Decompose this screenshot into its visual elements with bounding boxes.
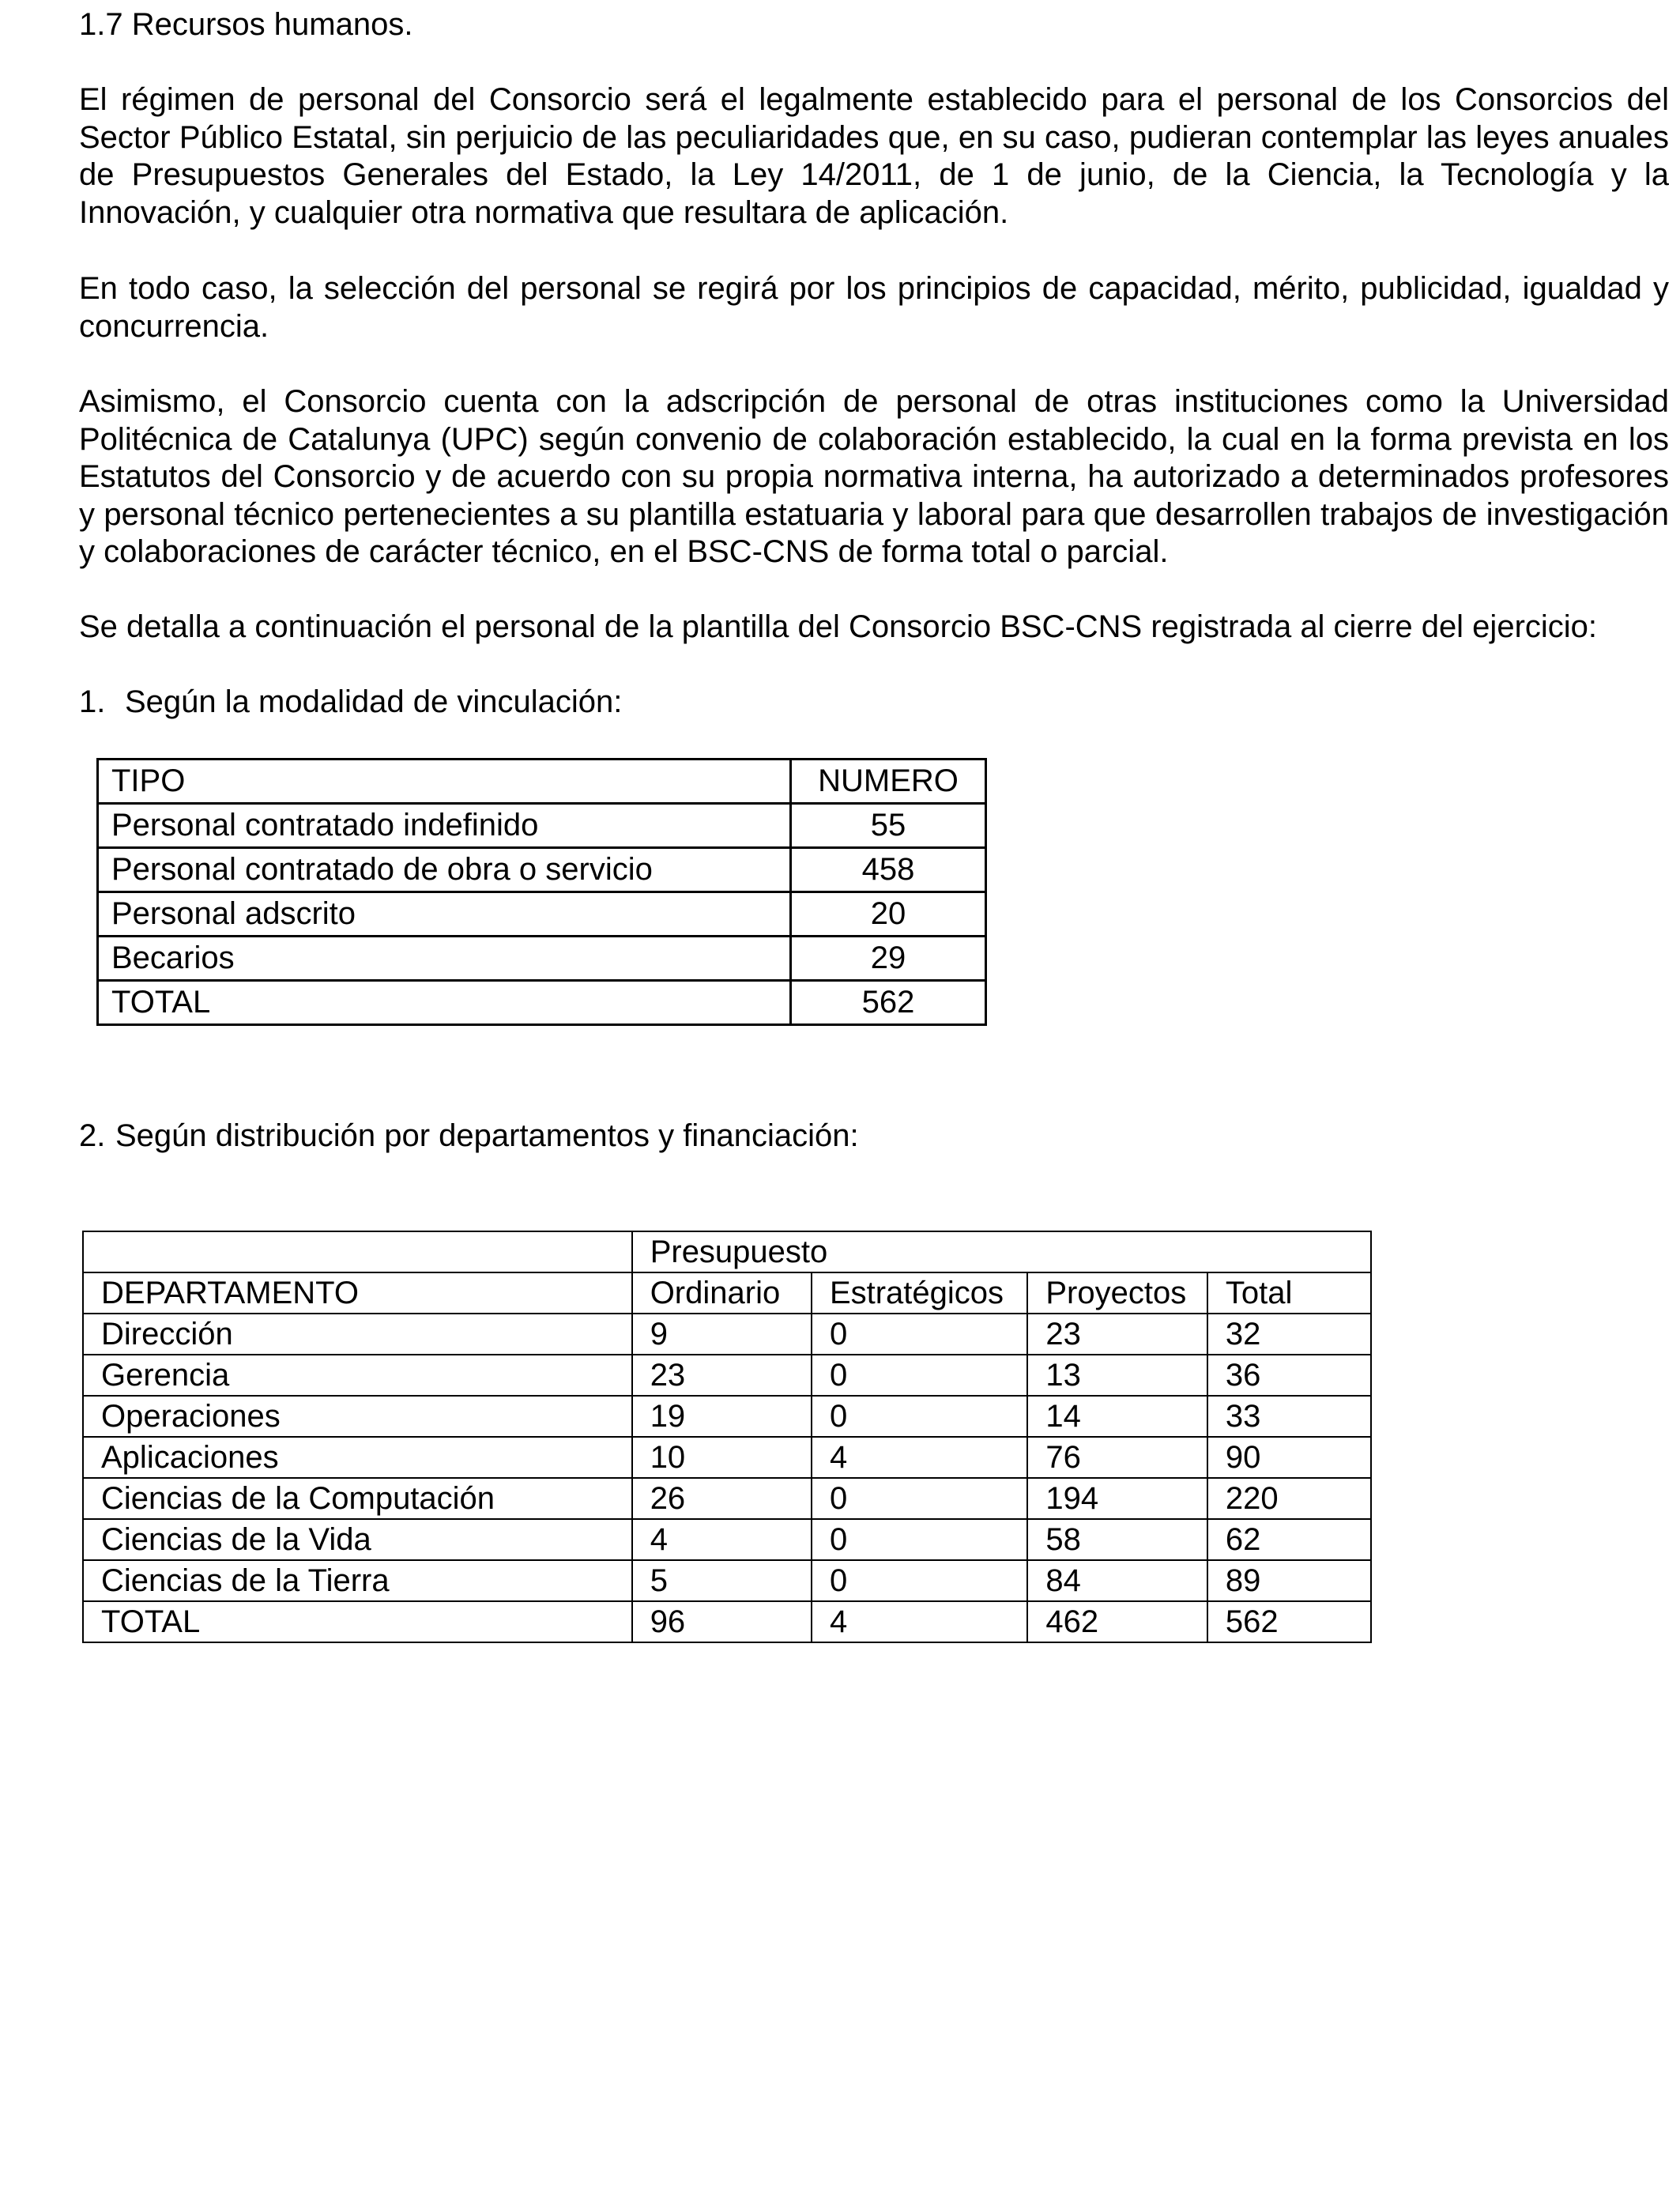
cell-estrategicos: 0 [812,1396,1027,1437]
list-text: Según distribución por departamentos y financiación: [115,1118,859,1153]
header-cell-numero: NUMERO [791,760,986,804]
cell-total: 32 [1207,1314,1371,1355]
table-total-row [83,1601,1371,1642]
header-cell-total: Total [1207,1272,1371,1314]
cell-proyectos: 58 [1027,1519,1207,1560]
table-row [98,937,986,981]
table-row [83,1519,1371,1560]
table-row [98,848,986,892]
table-group-header-row [83,1231,1371,1272]
cell-proyectos: 462 [1027,1601,1207,1642]
cell-numero: 562 [791,981,986,1025]
cell-departamento: TOTAL [83,1601,632,1642]
table-header-row [83,1272,1371,1314]
cell-estrategicos: 0 [812,1314,1027,1355]
cell-tipo: TOTAL [98,981,791,1025]
cell-estrategicos: 0 [812,1519,1027,1560]
list-item-departamentos [79,1117,859,1155]
table-row [83,1478,1371,1519]
cell-estrategicos: 4 [812,1437,1027,1478]
cell-ordinario: 96 [632,1601,812,1642]
paragraph-regimen: El régimen de personal del Consorcio será el legalmente establecido para el personal de los Consorcios del Sector Público Estatal, sin perjuicio de las peculiaridades que, en su caso, pudieran contemplar las leyes anuales de Presupuestos Generales del Estado, la Ley 14/2011, de 1 de junio, de la Ciencia, la Tecnología y la Innovación, y cualquier otra normativa que resultara de aplicación. [79,82,1669,230]
table-row [83,1355,1371,1396]
cell-departamento: Ciencias de la Computación [83,1478,632,1519]
paragraph-seleccion: En todo caso, la selección del personal se regirá por los principios de capacidad, mérito, publicidad, igualdad y concurrencia. [79,271,1669,344]
cell-total: 90 [1207,1437,1371,1478]
cell-ordinario: 19 [632,1396,812,1437]
table-row [83,1560,1371,1601]
list-item-vinculacion [79,683,622,721]
cell-proyectos: 84 [1027,1560,1207,1601]
cell-estrategicos: 0 [812,1355,1027,1396]
table-row [98,892,986,937]
cell-proyectos: 23 [1027,1314,1207,1355]
cell-ordinario: 23 [632,1355,812,1396]
table-row [83,1396,1371,1437]
header-cell-departamento: DEPARTAMENTO [83,1272,632,1314]
cell-proyectos: 14 [1027,1396,1207,1437]
cell-tipo: Personal contratado indefinido [98,804,791,848]
cell-total: 220 [1207,1478,1371,1519]
cell-ordinario: 26 [632,1478,812,1519]
header-cell-ordinario: Ordinario [632,1272,812,1314]
table-row [83,1437,1371,1478]
table-row [98,804,986,848]
cell-total: 62 [1207,1519,1371,1560]
cell-departamento: Operaciones [83,1396,632,1437]
list-number: 1. [79,684,106,719]
cell-estrategicos: 4 [812,1601,1027,1642]
cell-total: 89 [1207,1560,1371,1601]
cell-estrategicos: 0 [812,1478,1027,1519]
cell-proyectos: 194 [1027,1478,1207,1519]
cell-numero: 458 [791,848,986,892]
cell-numero: 55 [791,804,986,848]
paragraph-detalle: Se detalla a continuación el personal de la plantilla del Consorcio BSC-CNS registrada al cierre del ejercicio: [79,609,1598,644]
header-cell-presupuesto: Presupuesto [632,1231,1371,1272]
cell-proyectos: 76 [1027,1437,1207,1478]
cell-departamento: Ciencias de la Tierra [83,1560,632,1601]
cell-total: 33 [1207,1396,1371,1437]
cell-departamento: Gerencia [83,1355,632,1396]
cell-numero: 29 [791,937,986,981]
paragraph-adscripcion: Asimismo, el Consorcio cuenta con la adscripción de personal de otras instituciones como la Universidad Politécnica de Catalunya (UPC) según convenio de colaboración establecido, la cual en la forma prevista en los Estatutos del Consorcio y de acuerdo con su propia normativa interna, ha autorizado a determinados profesores y personal técnico pertenecientes a su plantilla estatuaria y laboral para que desarrollen trabajos de investigación y colaboraciones de carácter técnico, en el BSC-CNS de forma total o parcial. [79,384,1669,569]
table-total-row [98,981,986,1025]
cell-ordinario: 4 [632,1519,812,1560]
cell-ordinario: 9 [632,1314,812,1355]
header-cell-proyectos: Proyectos [1027,1272,1207,1314]
section-heading: 1.7 Recursos humanos. [79,7,413,42]
cell-departamento: Ciencias de la Vida [83,1519,632,1560]
cell-departamento: Dirección [83,1314,632,1355]
table-header-row [98,760,986,804]
table-vinculacion [96,758,987,1026]
list-number: 2. [79,1118,106,1153]
cell-numero: 20 [791,892,986,937]
cell-tipo: Personal contratado de obra o servicio [98,848,791,892]
cell-total: 36 [1207,1355,1371,1396]
header-cell-estrategicos: Estratégicos [812,1272,1027,1314]
header-cell-empty [83,1231,632,1272]
cell-ordinario: 10 [632,1437,812,1478]
cell-ordinario: 5 [632,1560,812,1601]
cell-tipo: Becarios [98,937,791,981]
table-row [83,1314,1371,1355]
header-cell-tipo: TIPO [98,760,791,804]
cell-tipo: Personal adscrito [98,892,791,937]
cell-total: 562 [1207,1601,1371,1642]
cell-estrategicos: 0 [812,1560,1027,1601]
table-departamentos [82,1231,1372,1643]
list-text: Según la modalidad de vinculación: [125,684,623,719]
cell-departamento: Aplicaciones [83,1437,632,1478]
cell-proyectos: 13 [1027,1355,1207,1396]
